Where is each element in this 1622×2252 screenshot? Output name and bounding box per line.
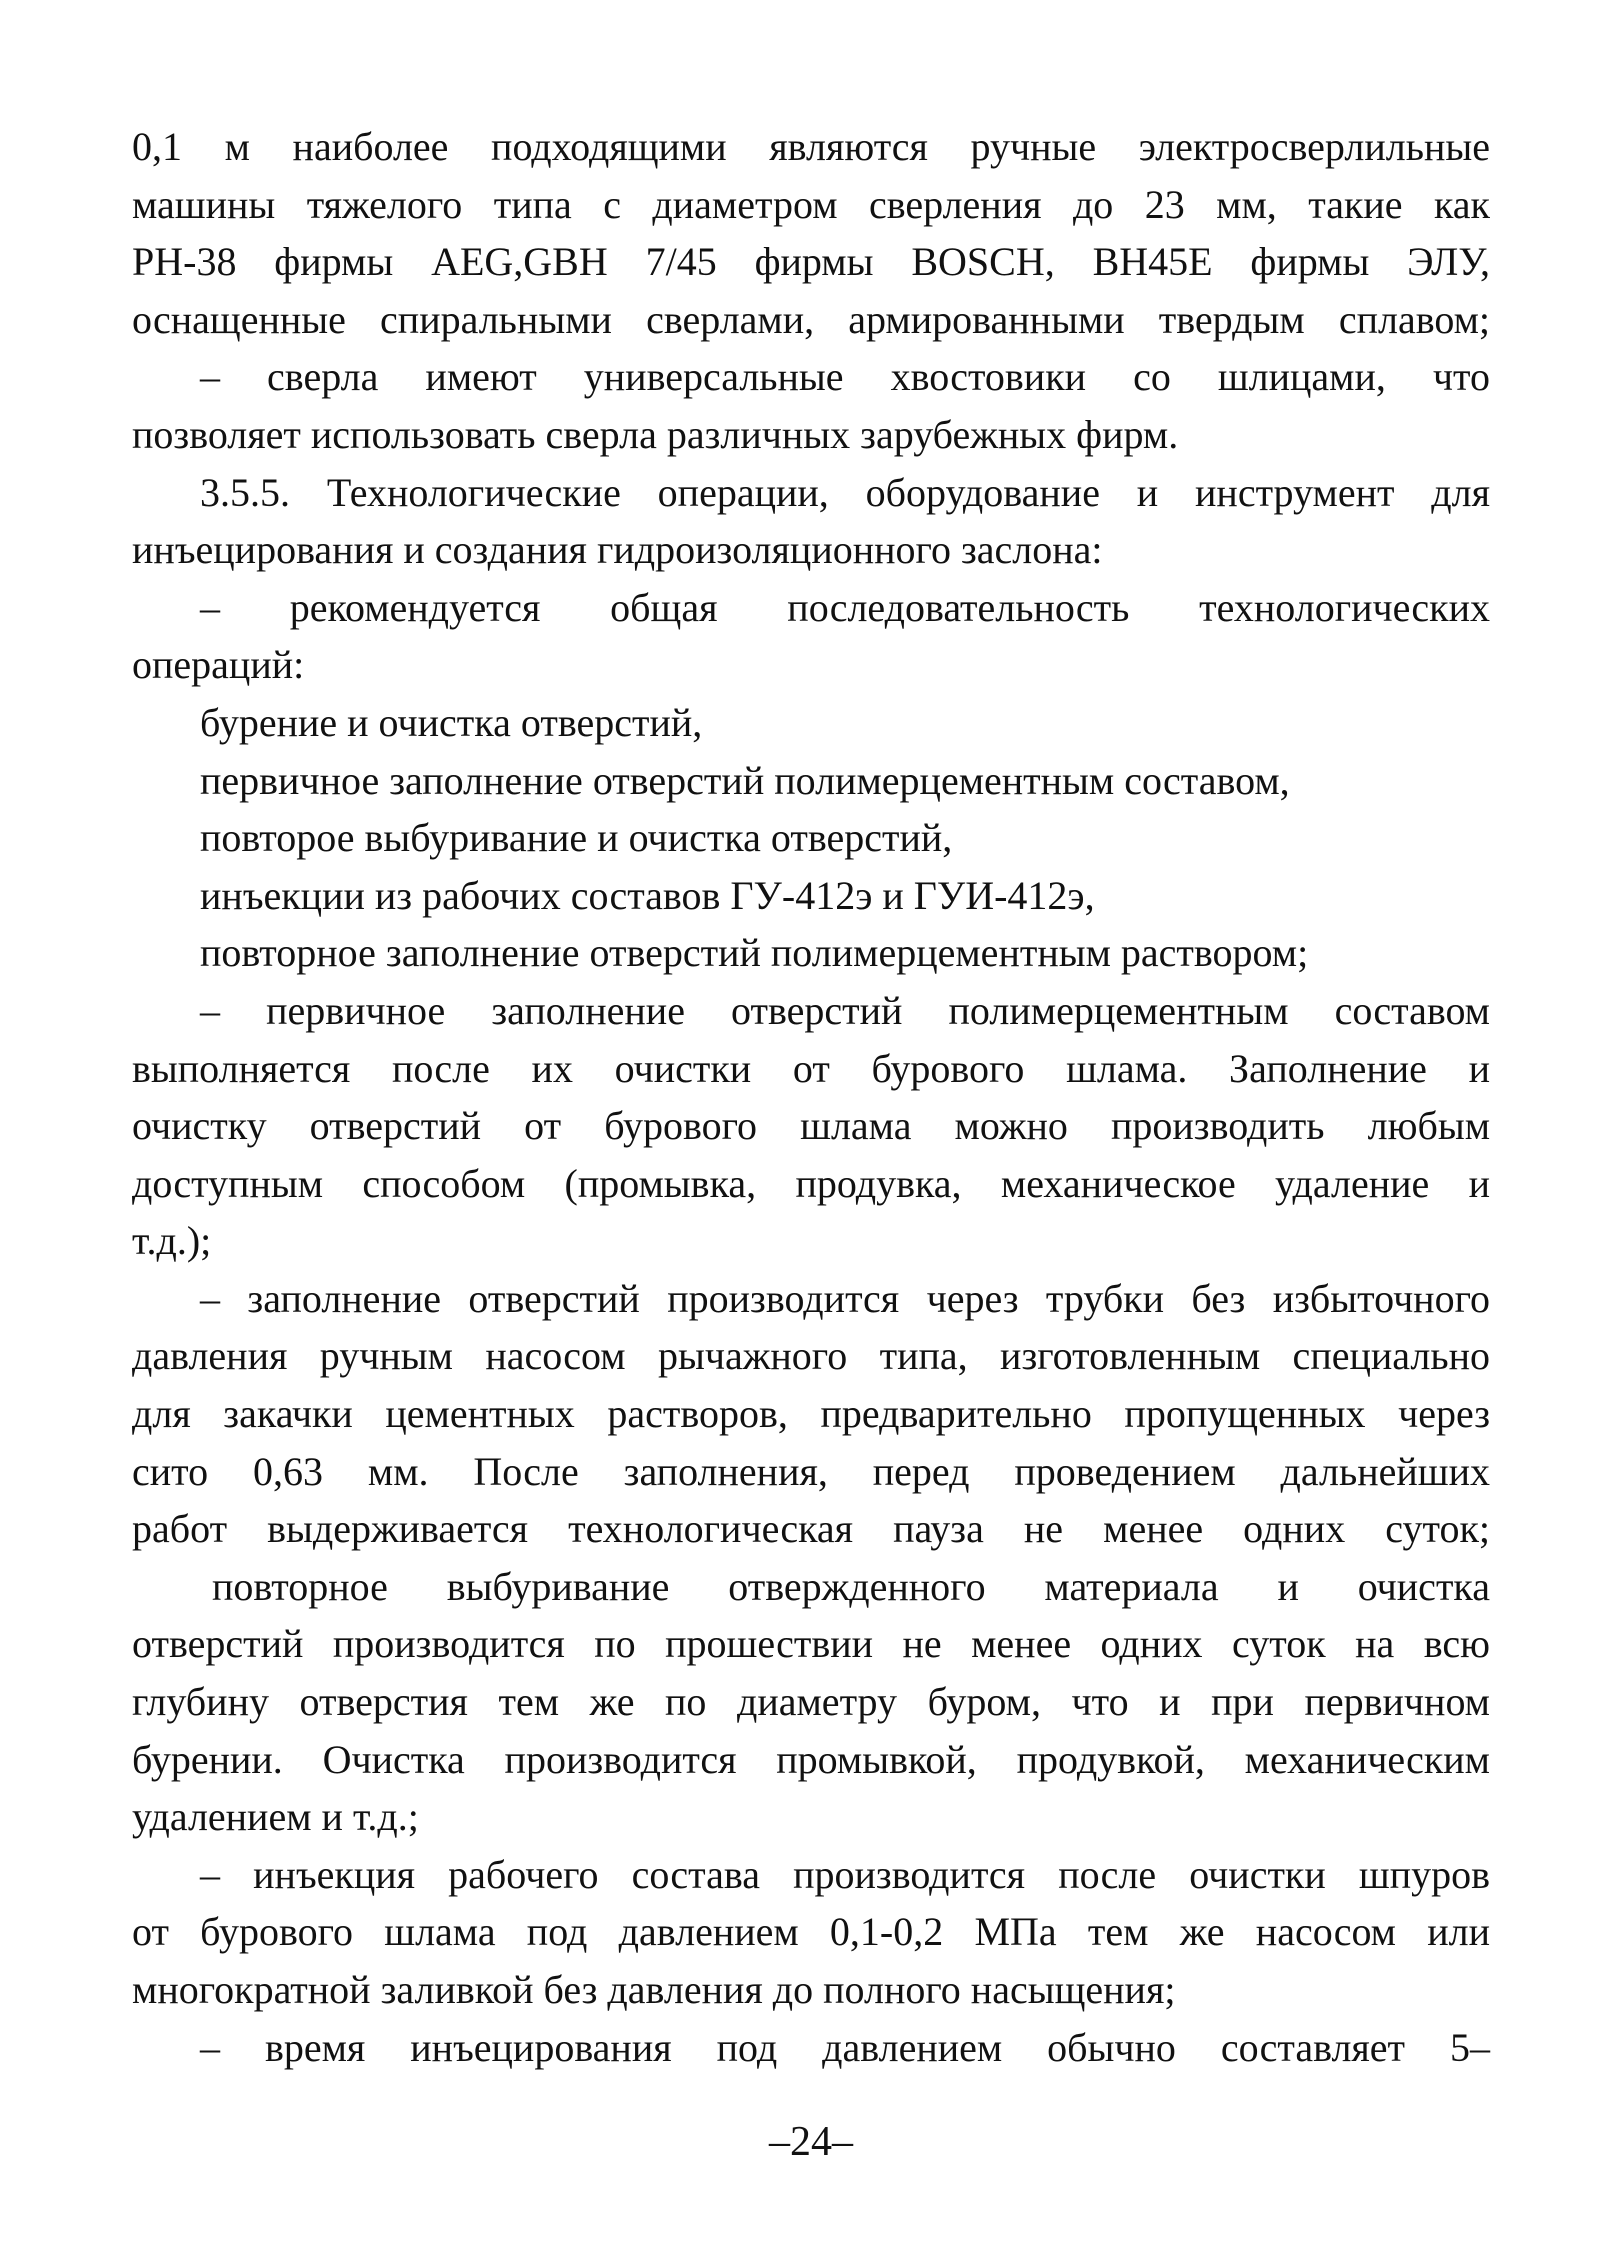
text-line: от бурового шлама под давлением 0,1-0,2 МПа тем же насосом или	[132, 1909, 1490, 1955]
list-item: первичное заполнение отверстий полимерцементным составом,	[200, 757, 1290, 803]
text-line: – время инъецирования под давлением обычно составляет 5–	[200, 2024, 1490, 2070]
text-line: 0,1 м наиболее подходящими являются ручные электросверлильные	[132, 124, 1490, 169]
page-number: –24–	[769, 2119, 853, 2165]
text-line: – первичное заполнение отверстий полимерцементным составом	[200, 987, 1490, 1033]
text-line: работ выдерживается технологическая пауза не менее одних суток;	[132, 1506, 1490, 1552]
text-line: позволяет использовать сверла различных зарубежных фирм.	[132, 411, 1179, 457]
text-line: доступным способом (промывка, продувка, механическое удаление и	[132, 1160, 1490, 1206]
text-line: удалением и т.д.;	[132, 1794, 419, 1840]
list-item: повторое выбуривание и очистка отверстий,	[200, 815, 953, 861]
text-line: – сверла имеют универсальные хвостовики со шлицами, что	[200, 354, 1490, 400]
section-heading-line: 3.5.5. Технологические операции, оборудование и инструмент для	[200, 469, 1490, 515]
body-text	[132, 118, 1490, 2076]
text-line: отверстий производится по прошествии не менее одних суток на всю	[132, 1621, 1490, 1667]
text-line: для закачки цементных растворов, предварительно пропущенных через	[132, 1391, 1490, 1437]
text-line: глубину отверстия тем же по диаметру буром, что и при первичном	[132, 1679, 1490, 1725]
list-item: бурение и очистка отверстий,	[200, 699, 703, 745]
text-line: т.д.);	[132, 1218, 212, 1264]
text-line: бурении. Очистка производится промывкой, продувкой, механическим	[132, 1736, 1490, 1782]
list-item: инъекции из рабочих составов ГУ-412э и ГУИ-412э,	[200, 872, 1095, 918]
text-line: сито 0,63 мм. После заполнения, перед проведением дальнейших	[132, 1448, 1490, 1494]
text-line: оснащенные спиральными сверлами, армированными твердым сплавом;	[132, 296, 1490, 342]
text-line: – инъекция рабочего состава производится после очистки шпуров	[200, 1851, 1490, 1897]
text-line: инъецирования и создания гидроизоляционного заслона:	[132, 527, 1103, 573]
text-line: машины тяжелого типа с диаметром сверления до 23 мм, такие как	[132, 181, 1490, 227]
text-line: очистку отверстий от бурового шлама можно производить любым	[132, 1103, 1490, 1149]
text-line: повторное выбуривание отвержденного материала и очистка	[212, 1563, 1490, 1609]
text-line: – заполнение отверстий производится через трубки без избыточного	[200, 1275, 1490, 1321]
text-line: операций:	[132, 642, 305, 688]
text-line: выполняется после их очистки от бурового шлама. Заполнение и	[132, 1045, 1490, 1091]
text-line: давления ручным насосом рычажного типа, изготовленным специально	[132, 1333, 1490, 1379]
text-line: многократной заливкой без давления до полного насыщения;	[132, 1967, 1176, 2012]
text-line: PH-38 фирмы AEG,GBH 7/45 фирмы BOSCH, BH45E фирмы ЭЛУ,	[132, 239, 1490, 285]
list-item: повторное заполнение отверстий полимерцементным раствором;	[200, 930, 1309, 976]
text-line: – рекомендуется общая последовательность технологических	[200, 584, 1490, 630]
